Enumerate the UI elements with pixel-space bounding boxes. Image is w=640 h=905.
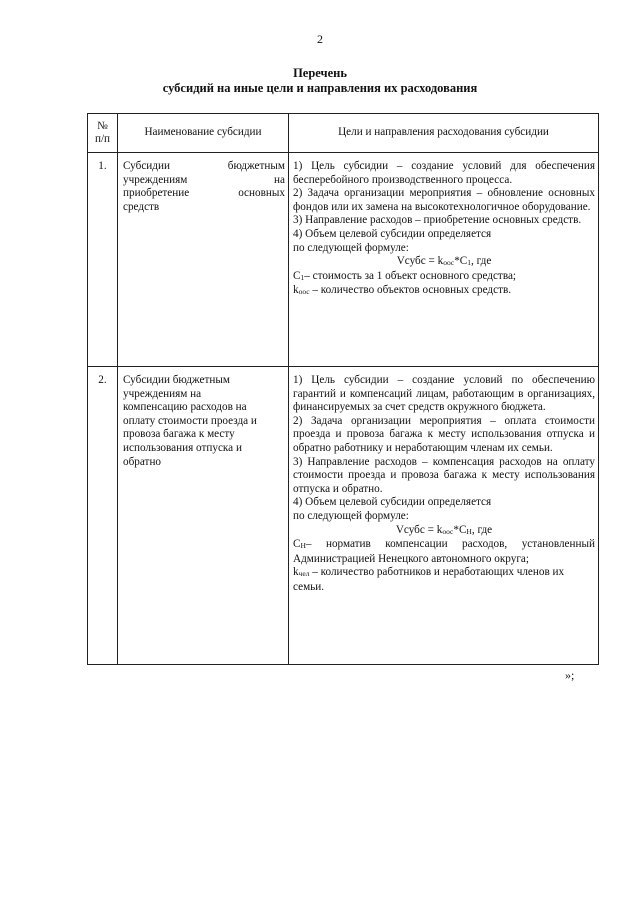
definition-subscript: 1 — [300, 272, 305, 282]
header-number-line-1: № — [97, 120, 108, 132]
name-word: Субсидии — [123, 160, 170, 172]
header-number-line-2: п/п — [94, 133, 111, 145]
formula — [293, 524, 595, 539]
definition-symbol: k — [293, 284, 299, 297]
goal-paragraph: 1) Цель субсидии – создание условий по обеспечению гарантий и компенсаций лицам, работающим в организациях, финансируемых за счет средств окружного бюджета. — [293, 374, 595, 414]
subsidy-name — [118, 367, 289, 665]
subsidy-name — [118, 153, 289, 367]
name-word: бюджетным — [227, 160, 285, 172]
formula-subscript: 1 — [467, 258, 472, 268]
name-line — [123, 187, 285, 201]
goal-paragraph: 4) Объем целевой субсидии определяется — [293, 227, 492, 240]
name-line — [123, 160, 285, 174]
formula — [293, 255, 595, 270]
name-word: на — [274, 173, 285, 186]
formula-part: , где — [471, 255, 492, 268]
document-title — [0, 66, 640, 96]
table-header-row — [88, 114, 599, 153]
subsidies-table — [87, 113, 599, 665]
formula-part: *C — [453, 523, 467, 536]
goal-paragraph: 2) Задача организации мероприятия – обновление основных фондов или их замена на высокотехнологичное оборудование. — [293, 187, 595, 213]
goal-paragraph: 2) Задача организации мероприятия – оплата стоимости проезда и провоза багажа к месту использования отпуска и обратно работнику и неработающим членам их семьи. — [293, 414, 595, 454]
goal-paragraph: 3) Направление расходов – приобретение основных средств. — [293, 214, 582, 227]
definition-subscript: чел — [298, 569, 310, 579]
formula-subscript: Н — [466, 526, 472, 536]
closing-quote: »; — [565, 668, 575, 682]
formula-subscript: оос — [442, 526, 454, 536]
subsidy-goals — [289, 153, 599, 367]
title-line-2: субсидий на иные цели и направления их расходования — [162, 81, 478, 95]
row-number: 1. — [88, 153, 118, 367]
table-row — [88, 367, 599, 665]
formula-part: Vсубс = k — [396, 255, 444, 268]
name-line — [123, 201, 285, 215]
name-line — [123, 174, 285, 188]
goal-paragraph: по следующей формуле: — [293, 509, 409, 522]
page-number: 2 — [317, 32, 323, 46]
definition-text: – количество работников и неработающих членов их семьи. — [293, 566, 565, 593]
formula-part: *C — [454, 255, 468, 268]
header-subsidy-name: Наименование субсидии — [118, 114, 289, 153]
goal-paragraph: по следующей формуле: — [293, 241, 409, 254]
formula-subscript: оос — [443, 258, 455, 268]
definition-subscript: Н — [300, 541, 306, 551]
name-line: Субсидии бюджетным — [123, 374, 230, 386]
name-word: средств — [123, 200, 160, 213]
goal-paragraph: 3) Направление расходов – компенсация расходов на оплату стоимости проезда и провоза багажа к месту использования отпуска и обратно. — [293, 455, 595, 495]
definition-subscript: оос — [298, 287, 310, 297]
goal-paragraph: 1) Цель субсидии – создание условий для обеспечения бесперебойного производственного процесса. — [293, 160, 595, 186]
formula-definition — [293, 270, 595, 285]
formula-definition — [293, 284, 595, 299]
definition-symbol: C — [293, 269, 301, 282]
subsidy-goals — [289, 367, 599, 665]
goal-paragraph: 4) Объем целевой субсидии определяется — [293, 496, 492, 509]
row-number: 2. — [88, 367, 118, 665]
definition-text: – норматив компенсации расходов, установленный Администрацией Ненецкого автономного округа; — [293, 538, 595, 565]
title-line-1: Перечень — [293, 66, 347, 80]
name-line: оплату стоимости проезда и — [123, 414, 257, 427]
name-line: учреждениям на — [123, 387, 202, 400]
name-line: обратно — [123, 455, 162, 468]
name-line: использования отпуска и — [123, 441, 242, 454]
name-word: учреждениям — [123, 173, 188, 186]
name-line: компенсацию расходов на — [123, 401, 247, 414]
header-number — [88, 114, 118, 153]
definition-symbol: C — [293, 538, 301, 551]
formula-definition — [293, 538, 595, 566]
table-row — [88, 153, 599, 367]
definition-text: – количество объектов основных средств. — [309, 284, 512, 297]
definition-symbol: k — [293, 566, 299, 579]
formula-definition — [293, 566, 595, 594]
definition-text: – стоимость за 1 объект основного средства; — [304, 269, 517, 282]
formula-part: , где — [471, 523, 493, 536]
formula-part: Vсубс = k — [395, 523, 443, 536]
name-word: основных — [238, 187, 285, 200]
name-line: провоза багажа к месту — [123, 428, 235, 441]
header-goals: Цели и направления расходования субсидии — [289, 114, 599, 153]
name-word: приобретение — [123, 187, 190, 200]
